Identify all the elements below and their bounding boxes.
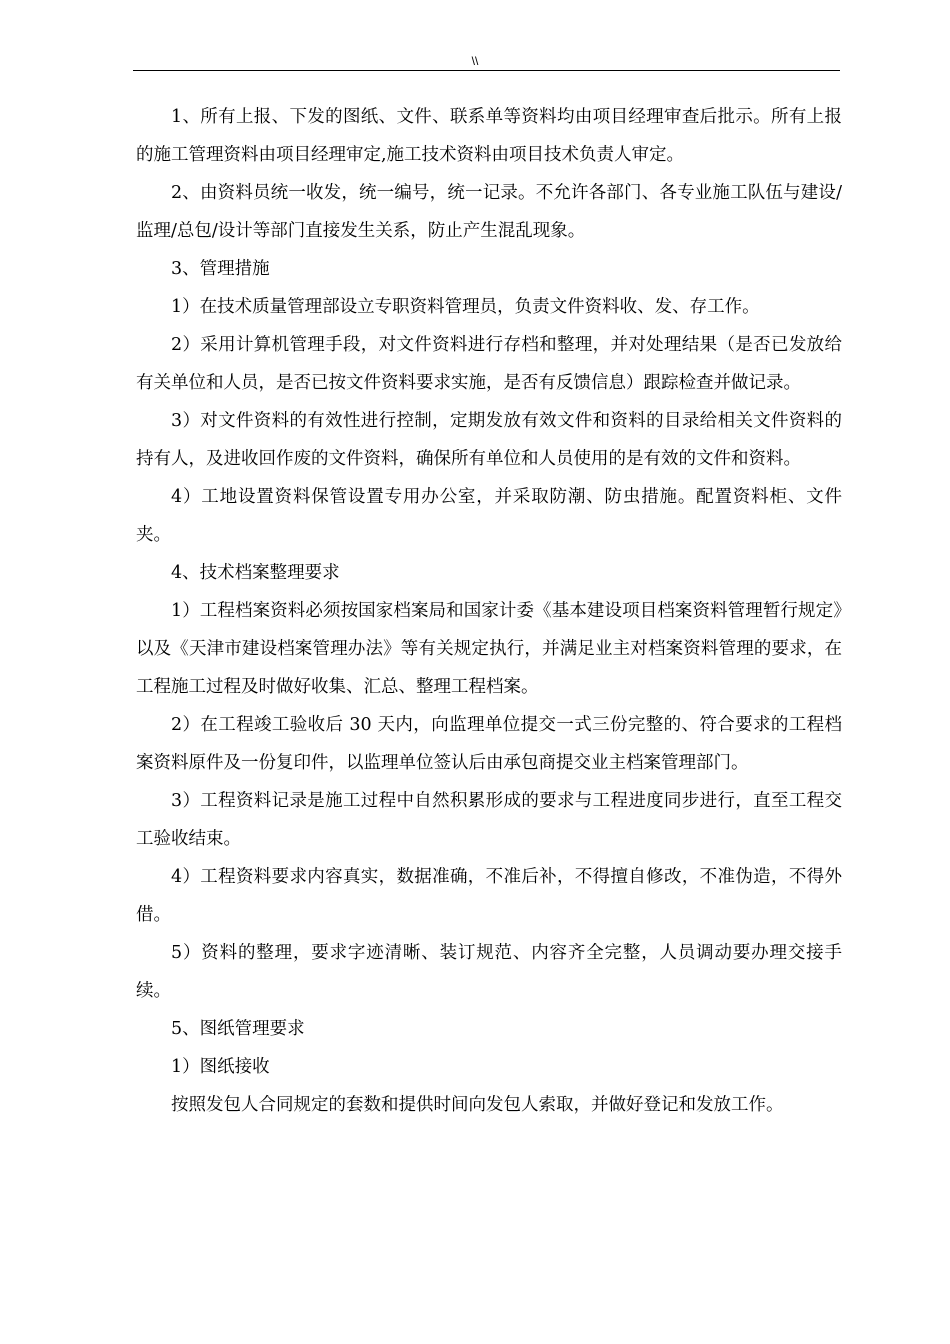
section-heading-drawing-management: 5、图纸管理要求 xyxy=(171,1019,305,1039)
paragraph-10: 2）在工程竣工验收后 30 天内，向监理单位提交一式三份完整的、符合要求的工程档案资料原件及一份复印件，以监理单位签认后由承包商提交业主档案管理部门。 xyxy=(136,715,842,773)
paragraph-5: 2）采用计算机管理手段，对文件资料进行存档和整理，并对处理结果（是否已发放给有关单位和人员，是否已按文件资料要求实施，是否有反馈信息）跟踪检查并做记录。 xyxy=(136,335,842,393)
section-heading-archive-requirements: 4、技术档案整理要求 xyxy=(171,563,340,583)
paragraph-13: 5）资料的整理，要求字迹清晰、装订规范、内容齐全完整，人员调动要办理交接手续。 xyxy=(136,943,842,1001)
paragraph-12: 4）工程资料要求内容真实，数据准确，不准后补，不得擅自修改，不准伪造，不得外借。 xyxy=(136,867,842,925)
paragraph-11: 3）工程资料记录是施工过程中自然积累形成的要求与工程进度同步进行，直至工程交工验收结束。 xyxy=(136,791,842,849)
paragraph-16: 按照发包人合同规定的套数和提供时间向发包人索取，并做好登记和发放工作。 xyxy=(171,1095,784,1115)
paragraph-2: 2、由资料员统一收发，统一编号，统一记录。不允许各部门、各专业施工队伍与建设/监理/总包/设计等部门直接发生关系，防止产生混乱现象。 xyxy=(136,183,842,241)
paragraph-7: 4）工地设置资料保管设置专用办公室，并采取防潮、防虫措施。配置资料柜、文件夹。 xyxy=(136,487,842,545)
document-body xyxy=(136,98,842,1124)
section-heading-management-measures: 3、管理措施 xyxy=(171,259,270,279)
page-header-mark: \\ xyxy=(471,54,479,68)
subheading-drawing-receipt: 1）图纸接收 xyxy=(171,1057,270,1077)
header-divider xyxy=(133,70,840,71)
paragraph-1: 1、所有上报、下发的图纸、文件、联系单等资料均由项目经理审查后批示。所有上报的施工管理资料由项目经理审定,施工技术资料由项目技术负责人审定。 xyxy=(136,107,842,165)
paragraph-6: 3）对文件资料的有效性进行控制，定期发放有效文件和资料的目录给相关文件资料的持有人，及进收回作废的文件资料，确保所有单位和人员使用的是有效的文件和资料。 xyxy=(136,411,842,469)
paragraph-4: 1）在技术质量管理部设立专职资料管理员，负责文件资料收、发、存工作。 xyxy=(171,297,760,317)
paragraph-9: 1）工程档案资料必须按国家档案局和国家计委《基本建设项目档案资料管理暂行规定》以及《天津市建设档案管理办法》等有关规定执行，并满足业主对档案资料管理的要求，在工程施工过程及时做好收集、汇总、整理工程档案。 xyxy=(136,601,842,697)
